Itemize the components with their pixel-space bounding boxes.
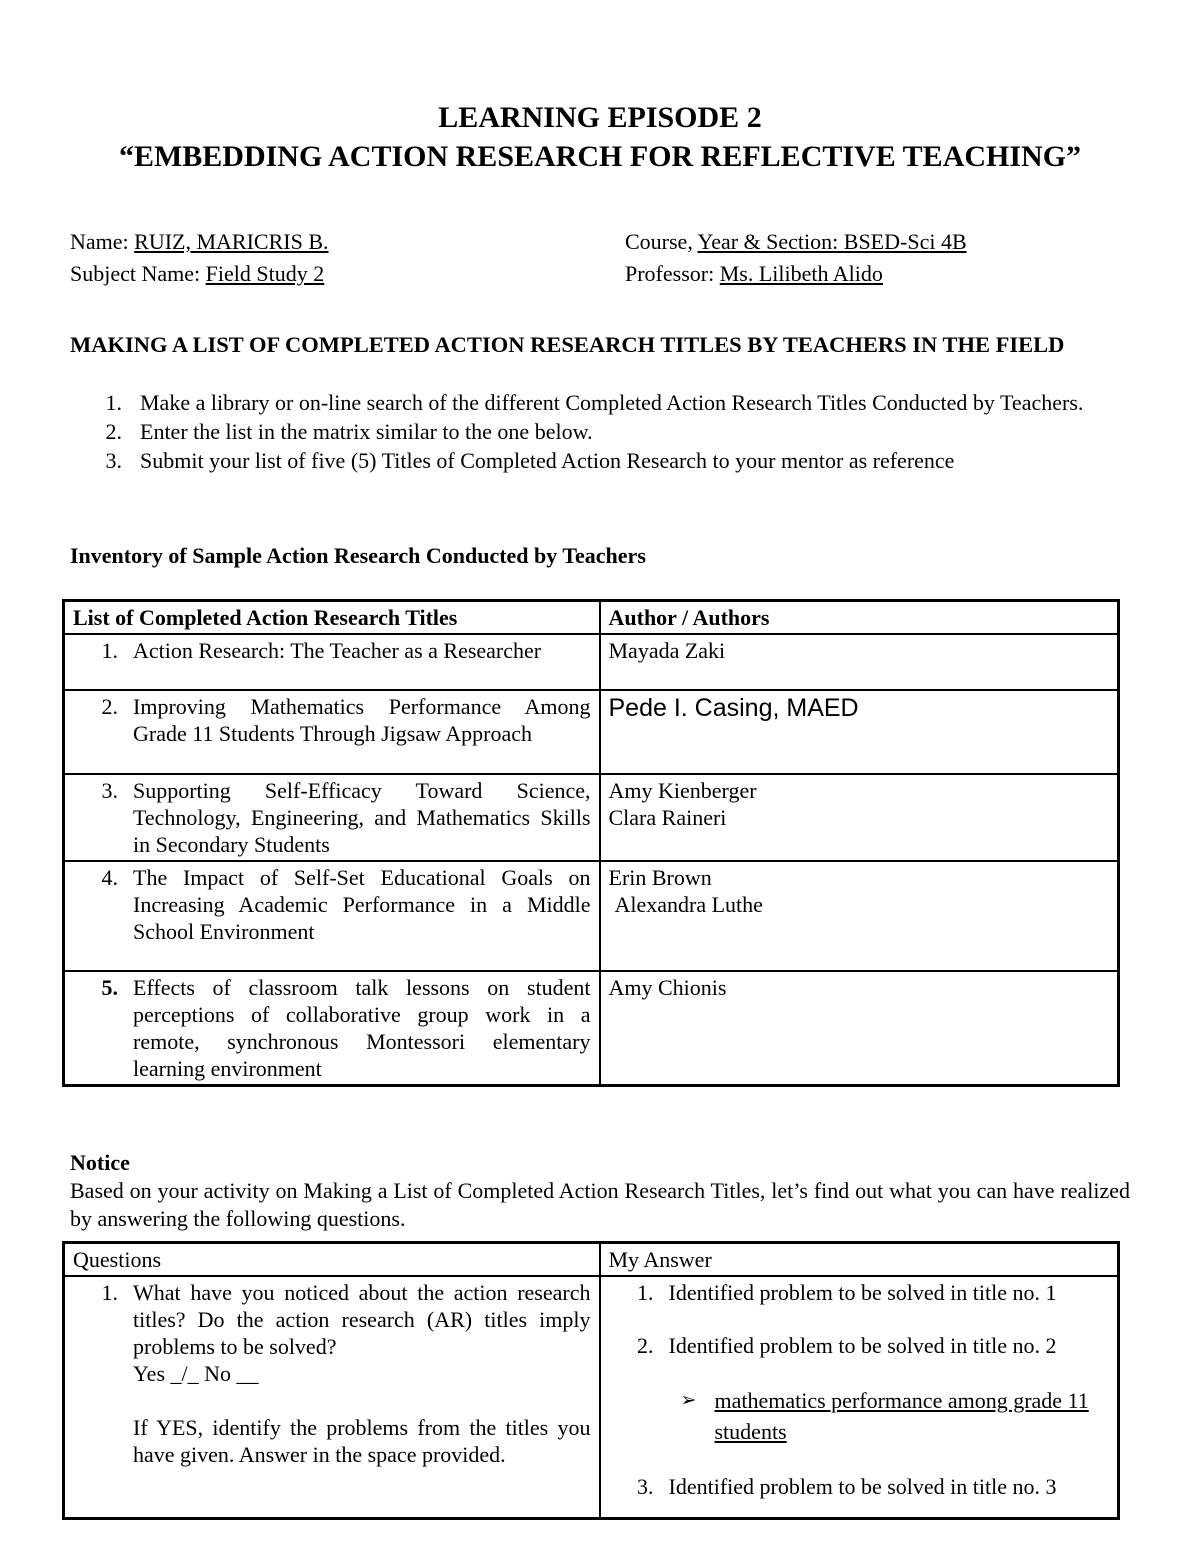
research-table [62,599,1120,1087]
row-number: 1. [101,638,118,663]
research-title: Supporting Self-Efficacy Toward Science, Technology, Engineering, and Mathematics Skills in Secondary Students [133,778,591,857]
authors-column-header: Author / Authors [600,601,1119,635]
student-info [70,226,1130,290]
professor-label: Professor: [625,261,720,286]
list-number: 1. [105,390,122,415]
question-text: What have you noticed about the action research titles? Do the action research (AR) titles imply problems to be solved? [133,1280,591,1359]
research-title: Action Research: The Teacher as a Researcher [133,638,542,663]
row-number: 2. [101,694,118,719]
question-number: 1. [101,1280,118,1305]
qa-table-header-row [64,1243,1119,1277]
answer-number: 2. [637,1333,654,1358]
table-row [64,971,1119,1086]
instruction-item [70,388,1130,417]
list-number: 2. [105,419,122,444]
info-row-2 [70,258,1130,290]
answer-text: Identified problem to be solved in title no. 1 [668,1280,1057,1305]
question-text-block [133,1279,591,1468]
answer-number: 3. [637,1474,654,1499]
answer-cell [600,1276,1119,1518]
professor-value: Ms. Lilibeth Alido [719,261,883,286]
table-row [64,861,1119,971]
row-number: 5. [101,975,118,1000]
answer-text: Identified problem to be solved in title no. 2 [668,1333,1057,1358]
author-name: Erin Brown [608,865,712,890]
section-heading: MAKING A LIST OF COMPLETED ACTION RESEARCH TITLES BY TEACHERS IN THE FIELD [70,332,1065,357]
row-number: 4. [101,865,118,890]
course-label: Course, [625,229,698,254]
subject-label: Subject Name: [70,261,206,286]
arrow-bullet-icon: ➢ [680,1390,697,1411]
spacer [133,1387,591,1414]
table-row [64,774,1119,861]
author-name: Amy Kienberger [608,778,757,803]
info-row-1 [70,226,1130,258]
my-answer-column-header: My Answer [600,1243,1119,1277]
question-cell [64,1276,600,1518]
list-number: 3. [105,448,122,473]
table-row [64,634,1119,690]
research-title: The Impact of Self-Set Educational Goals on Increasing Academic Performance in a Middle School Environment [133,865,591,944]
name-label: Name: [70,229,135,254]
question-followup: If YES, identify the problems from the titles you have given. Answer in the space provided. [133,1415,591,1467]
author-name: Mayada Zaki [608,638,726,663]
professor-field [625,258,1130,290]
answer-number: 1. [637,1280,654,1305]
name-value: RUIZ, MARICRIS B. [134,229,329,254]
author-name: Amy Chionis [608,975,727,1000]
subject-field [70,258,625,290]
research-title: Improving Mathematics Performance Among Grade 11 Students Through Jigsaw Approach [133,694,591,746]
qa-table [62,1241,1120,1520]
subject-value: Field Study 2 [205,261,325,286]
instruction-text: Make a library or on-line search of the different Completed Action Research Titles Conducted by Teachers. [140,390,1084,415]
notice-text: Based on your activity on Making a List of Completed Action Research Titles, let’s find out what you can have realized by answering the following questions. [70,1178,1130,1231]
author-name: Pede I. Casing, MAED [608,694,859,722]
notice-label: Notice [70,1150,130,1175]
course-field [625,226,1130,258]
title-line-2: “EMBEDDING ACTION RESEARCH FOR REFLECTIVE TEACHING” [118,140,1082,173]
table-row [64,690,1119,774]
page-title [70,0,1130,176]
titles-column-header: List of Completed Action Research Titles [64,601,600,635]
instruction-text: Submit your list of five (5) Titles of Completed Action Research to your mentor as reference [140,448,955,473]
author-name: Clara Raineri [608,805,727,830]
inventory-heading: Inventory of Sample Action Research Conducted by Teachers [70,543,646,568]
instruction-list [70,388,1130,475]
questions-column-header: Questions [64,1243,600,1277]
answer-sub-bullet [681,1385,1110,1447]
title-line-1: LEARNING EPISODE 2 [438,101,762,134]
research-title: Effects of classroom talk lessons on student perceptions of collaborative group work in a remote, synchronous Montessori elementary learning environment [133,975,591,1081]
author-name: Alexandra Luthe [614,892,763,917]
instruction-text: Enter the list in the matrix similar to the one below. [140,419,593,444]
answer-text: Identified problem to be solved in title no. 3 [668,1474,1057,1499]
instruction-item [70,417,1130,446]
answer-item [609,1279,1110,1306]
qa-content-row [64,1276,1119,1518]
notice-section [70,1149,1130,1233]
name-field [70,226,625,258]
instruction-item [70,446,1130,475]
yes-no-line: Yes _/_ No __ [133,1361,259,1386]
answer-bullet-text: mathematics performance among grade 11 students [714,1388,1089,1444]
answer-item [609,1332,1110,1359]
row-number: 3. [101,778,118,803]
answer-item [609,1473,1110,1500]
course-value: Year & Section: BSED-Sci 4B [697,229,967,254]
research-table-header-row [64,601,1119,635]
